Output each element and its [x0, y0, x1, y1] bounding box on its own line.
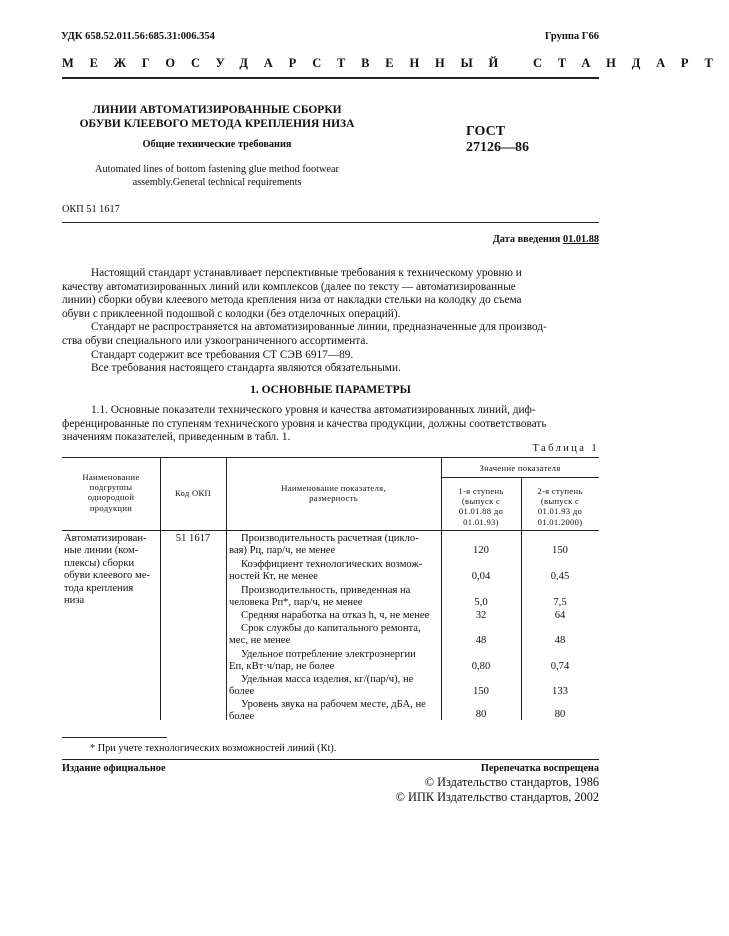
gost-label: ГОСТ [466, 124, 506, 139]
text-line: Настоящий стандарт устанавливает перспективные требования к техническому уровню и [91, 267, 522, 279]
cell-line: более [229, 686, 255, 698]
interstate-standard-banner: МЕЖГОСУДАРСТВЕННЫЙ СТАНДАРТ [62, 56, 729, 70]
cell-indicator [229, 674, 438, 699]
cell-line: обуви клеевого ме- [64, 570, 150, 582]
cell-stage-1-value: 32 [475, 610, 487, 621]
text-line: 1.1. Основные показатели технического уровня и качества автоматизированных линий, диф- [91, 404, 536, 416]
table-label: Таблица 1 [532, 443, 599, 454]
copyright-block [396, 775, 599, 804]
cell-line: Удельная масса изделия, кг/(пар/ч), не [241, 674, 414, 685]
english-title-line-2: assembly.General technical requirements [132, 176, 302, 188]
table-top-rule [62, 457, 599, 458]
table-header-rule [62, 530, 599, 531]
gost-number: 27126—86 [466, 140, 529, 155]
cell-line: Удельное потребление электроэнергии [241, 649, 416, 660]
cell-subgroup [64, 533, 157, 607]
cell-stage-1-value: 5,0 [474, 597, 488, 608]
cell-stage-2-value: 0,74 [550, 661, 570, 672]
header-line: Наименование показателя, [281, 483, 386, 493]
title-rule [62, 222, 599, 223]
cell-line: ностей Кт, не менее [229, 571, 318, 583]
cell-okp-code: 51 1617 [175, 533, 211, 544]
header-line: 2-я ступень [537, 486, 583, 496]
section-heading: 1. ОСНОВНЫЕ ПАРАМЕТРЫ [250, 384, 411, 396]
cell-stage-2-value: 7,5 [553, 597, 567, 608]
value-subheader-rule [441, 477, 599, 478]
cell-stage-2-value: 133 [552, 686, 568, 697]
gost-designation [466, 124, 529, 156]
header-line: Наименование [82, 472, 140, 482]
header-line: размерность [309, 493, 358, 504]
header-line: 01.01.93) [463, 516, 499, 527]
intro-paragraph-1 [62, 267, 599, 376]
cell-stage-2-value: 64 [554, 610, 566, 621]
header-line: 01.01.2000) [537, 516, 583, 527]
text-line: линии) сборки обуви клеевого метода крепления низа от накладки стельки на колодку до съема [62, 294, 522, 307]
cell-line: человека Рп*, пар/ч, не менее [229, 597, 363, 609]
title-line-1: ЛИНИИ АВТОМАТИЗИРОВАННЫЕ СБОРКИ [92, 104, 342, 116]
text-line: Стандарт не распространяется на автоматизированные линии, предназначенные для производ- [91, 321, 547, 334]
header-line: (выпуск с [540, 496, 580, 507]
cell-stage-1-value: 0,80 [471, 661, 491, 672]
text-line: значениям показателей, приведенным в табл. 1. [62, 431, 291, 444]
cell-line: Срок службы до капитального ремонта, [241, 623, 421, 634]
official-edition: Издание официальное [62, 763, 166, 774]
text-line: качеству автоматизированных линий или комплексов (далее по тексту — автоматизированные [62, 280, 516, 293]
cell-stage-2-value: 48 [554, 635, 566, 646]
effective-date-value: 01.01.88 [562, 234, 599, 245]
group-code: Группа Г66 [544, 31, 599, 42]
standard-subtitle: Общие технические требования [142, 139, 292, 150]
cell-line: тода крепления [64, 582, 134, 594]
cell-stage-2-value: 150 [552, 545, 568, 556]
cell-line: Производительность, приведенная на [241, 585, 411, 596]
cell-stage-1-value: 150 [473, 686, 489, 697]
cell-line: Коэффициент технологических возмож- [241, 559, 423, 570]
cell-stage-1-value: 0,04 [471, 571, 491, 582]
text-line: Стандарт содержит все требования СТ СЭВ 6917—89. [91, 348, 354, 361]
english-title-line-1: Automated lines of bottom fastening glue method footwear [95, 164, 339, 175]
cell-indicator [229, 533, 438, 558]
header-line: 01.01.93 до [537, 506, 583, 517]
section-paragraph-1 [62, 404, 599, 445]
udk-code: УДК 658.52.011.56:685.31:006.354 [61, 31, 215, 42]
cell-indicator [229, 699, 438, 724]
header-line: продукции [89, 502, 133, 513]
cell-line: вая) Рц, пар/ч, не менее [229, 545, 336, 557]
text-line: Все требования настоящего стандарта являются обязательными. [91, 362, 401, 375]
cell-stage-2-value: 0,45 [550, 571, 570, 582]
cell-indicator [229, 559, 438, 584]
english-title [62, 164, 372, 189]
cell-indicator [229, 585, 438, 610]
header-indicator-name [226, 483, 441, 503]
header-subgroup [62, 472, 160, 513]
title-line-2: ОБУВИ КЛЕЕВОГО МЕТОДА КРЕПЛЕНИЯ НИЗА [79, 118, 355, 130]
reprint-notice: Перепечатка воспрещена [480, 763, 599, 774]
cell-line: мес, не менее [229, 635, 291, 647]
footer-rule [62, 759, 599, 760]
cell-line: Уровень звука на рабочем месте, дБА, не [241, 699, 426, 710]
cell-stage-2-value: 80 [554, 709, 566, 720]
cell-line: Автоматизирован- [64, 533, 147, 544]
cell-line: более [229, 711, 255, 723]
header-okp: Код ОКП [174, 488, 212, 498]
text-line: обуви с приклеенной подошвой с колодки (без отделочных операций). [62, 307, 401, 320]
cell-line: Еп, кВт·ч/пар, не более [229, 661, 335, 673]
cell-indicator [229, 623, 438, 648]
standard-title [62, 103, 372, 131]
header-indicator-value: Значение показателя [479, 463, 561, 473]
cell-line: ные линии (ком- [64, 545, 139, 557]
cell-indicator [229, 610, 438, 622]
effective-date [493, 234, 599, 245]
cell-line: Средняя наработка на отказ h, ч, не менее [241, 610, 430, 621]
copyright-2002: © ИПК Издательство стандартов, 2002 [395, 789, 599, 804]
okp-code: ОКП 51 1617 [62, 204, 120, 215]
cell-indicator [229, 649, 438, 674]
cell-line: плексы) сборки [64, 557, 135, 569]
cell-stage-1-value: 48 [475, 635, 487, 646]
footnote-rule [62, 737, 167, 738]
cell-stage-1-value: 120 [473, 545, 489, 556]
header-line: 01.01.88 до [458, 506, 504, 517]
cell-stage-1-value: 80 [475, 709, 487, 720]
header-line: подгруппы [89, 482, 133, 493]
header-line: (выпуск с [461, 496, 501, 507]
header-stage-2 [521, 486, 599, 527]
copyright-1986: © Издательство стандартов, 1986 [424, 775, 599, 789]
footnote: * При учете технологических возможностей линий (Кt). [90, 743, 337, 754]
text-line: ференцированные по ступеням технического уровня и качества продукции, должны соответствовать [62, 417, 547, 430]
cell-line: Производительность расчетная (цикло- [241, 533, 419, 544]
cell-line: низа [64, 595, 85, 607]
header-stage-1 [441, 486, 521, 527]
text-line: ства обуви специального или узкоограниченного ассортимента. [62, 334, 369, 347]
header-line: однородной [87, 492, 135, 503]
banner-rule [62, 77, 599, 79]
header-line: 1-я ступень [458, 486, 504, 496]
effective-date-label: Дата введения [492, 234, 561, 245]
